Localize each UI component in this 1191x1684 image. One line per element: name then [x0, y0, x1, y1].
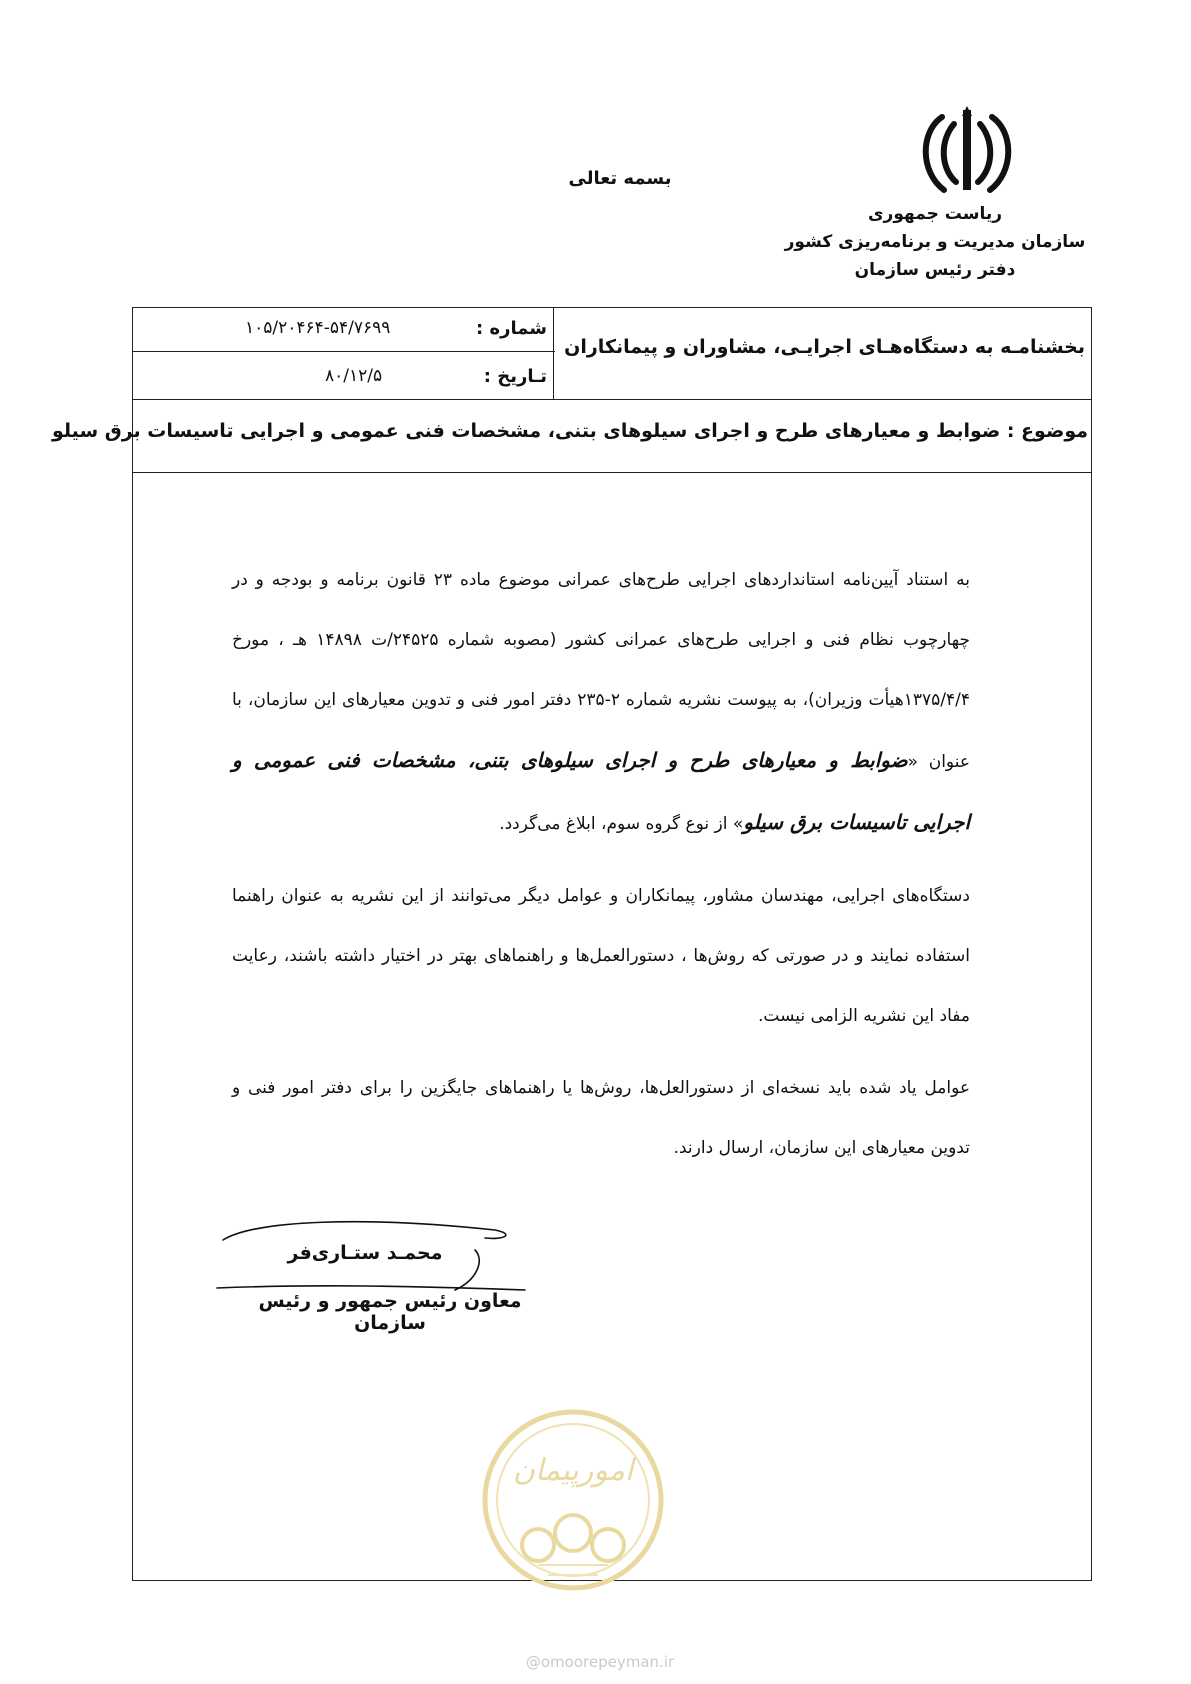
number-value: ۱۰۵/۲۰۴۶۴-۵۴/۷۶۹۹ [245, 318, 391, 338]
date-value: ۸۰/۱۲/۵ [325, 366, 383, 386]
iran-emblem-icon [912, 102, 1022, 202]
body-paragraph-2: دستگاه‌های اجرایی، مهندسان مشاور، پیمانکاران و عوامل دیگر می‌توانند از این نشریه به عنوان راهنما استفاده نمایند و در صورتی که روش‌ها ، دستورالعمل‌ها و راهنماهای بهتر در اختیار داشته باشند، رعایت مفاد این نشریه الزامی نیست. [232, 886, 970, 1026]
subject-top-rule [132, 399, 1092, 400]
signatory-name: محمـد ستـاری‌فر [287, 1242, 443, 1264]
letter-body [232, 550, 970, 1190]
addressee-line: بخشنامـه به دستگاه‌هـای اجرایـی، مشاوران و پیمانکاران [564, 336, 1085, 358]
organization-header [770, 200, 1100, 284]
watermark-url: @omoorepeyman.ir [525, 1653, 675, 1671]
body-paragraph-1 [232, 550, 970, 854]
meta-column-divider [553, 307, 554, 399]
subject-bottom-rule [132, 472, 1092, 473]
body-paragraph-3: عوامل یاد شده باید نسخه‌ای از دستورالعل‌ها، روش‌ها یا راهنماهای جایگزین را برای دفتر امور فنی و تدوین معیارهای این سازمان، ارسال دارند. [232, 1078, 970, 1158]
subject-line: موضوع : ضوابط و معیارهای طرح و اجرای سیلوهای بتنی، مشخصات فنی عمومی و اجرایی تاسیسات برق سیلو [52, 420, 1088, 442]
signatory-title: معاون رئیس جمهور و رئیس سازمان [258, 1290, 522, 1334]
body-paragraph-1-text: به استناد آیین‌نامه استانداردهای اجرایی طرح‌های عمرانی موضوع ماده ۲۳ قانون برنامه و بودجه و در چهارچوب نظام فنی و اجرایی طرح‌های عمرانی کشور (مصوبه شماره ۲۴۵۲۵/ت ۱۴۸۹۸ هـ ، مورخ ۱۳۷۵/۴/۴هیأت وزیران)، به پیوست نشریه شماره ۲-۲۳۵ دفتر امور فنی و تدوین معیارهای این سازمان، با عنوان « [232, 570, 971, 772]
org-line-presidency: ریاست جمهوری [867, 204, 1003, 224]
bismillah-heading: بسمه تعالی [568, 168, 672, 189]
watermark-seal-icon [478, 1405, 668, 1595]
watermark-seal-lettering: امورپیمان [512, 1453, 634, 1488]
number-label: شماره : [476, 318, 547, 339]
date-label: تـاریخ : [483, 366, 547, 387]
body-paragraph-1-ending: » از نوع گروه سوم، ابلاغ می‌گردد. [499, 814, 744, 834]
org-line-organization: سازمان مدیریت و برنامه‌ریزی کشور [784, 232, 1086, 252]
meta-divider [132, 351, 555, 352]
publication-title: ضوابط و معیارهای طرح و اجرای سیلوهای بتنی، مشخصات فنی عمومی و اجرایی تاسیسات برق سیلو [232, 748, 970, 834]
org-line-office: دفتر رئیس سازمان [854, 260, 1016, 280]
